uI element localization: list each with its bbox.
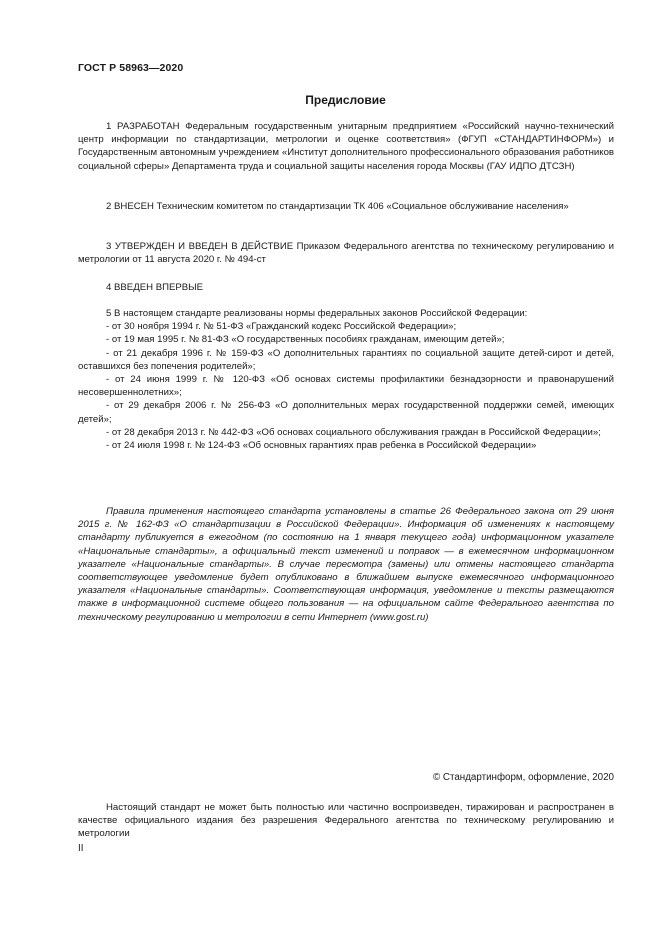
page-title: Предисловие <box>305 93 386 107</box>
section-4-first-introduced: 4 ВВЕДЕН ВПЕРВЫЕ <box>106 282 204 293</box>
law-list-item: - от 21 декабря 1996 г. № 159-ФЗ «О дополнительных гарантиях по социальной защите детей-сирот и детей, оставшихся без попечения родителей»; <box>78 347 614 372</box>
section-5-laws <box>78 307 614 452</box>
section-3-approved: 3 УТВЕРЖДЕН И ВВЕДЕН В ДЕЙСТВИЕ Приказом Федерального агентства по техническому регулированию и метрологии от 11 августа 2020 г. № 494-ст <box>78 241 614 266</box>
law-list-item: - от 30 ноября 1994 г. № 51-ФЗ «Гражданский кодекс Российской Федерации»; <box>106 321 457 333</box>
law-list-item: - от 28 декабря 2013 г. № 442-ФЗ «Об основах социального обслуживания граждан в Российской Федерации»; <box>106 426 601 438</box>
page-number: II <box>78 843 84 854</box>
reproduction-notice: Настоящий стандарт не может быть полностью или частично воспроизведен, тиражирован и распространен в качестве официального издания без разрешения Федерального агентства по техническому регулированию и метрологии <box>78 802 614 840</box>
standard-code: ГОСТ Р 58963—2020 <box>78 62 184 74</box>
law-list-item: - от 29 декабря 2006 г. № 256-ФЗ «О дополнительных мерах государственной поддержки семей, имеющих детей»; <box>78 400 614 425</box>
application-rules-notice: Правила применения настоящего стандарта установлены в статье 26 Федерального закона от 29 июня 2015 г. № 162-ФЗ «О стандартизации в Российской Федерации». Информация об изменениях к настоящему стандарту публикуется в ежегодном (по состоянию на 1 января текущего года) информационном указателе «Национальные стандарты», а официальный текст изменений и поправок — в ежемесячном информационном указателе «Национальные стандарты». В случае пересмотра (замены) или отмены настоящего стандарта соответствующее уведомление будет опубликовано в ближайшем выпуске ежемесячного информационного указателя «Национальные стандарты». Соответствующая информация, уведомление и тексты размещаются также в информационной системе общего пользования — на официальном сайте Федерального агентства по техническому регулированию и метрологии в сети Интернет (www.gost.ru) <box>78 506 614 623</box>
copyright-line: © Стандартинформ, оформление, 2020 <box>432 772 614 783</box>
law-list-item: - от 19 мая 1995 г. № 81-ФЗ «О государственных пособиях гражданам, имеющим детей»; <box>106 334 505 346</box>
law-list-item: - от 24 июля 1998 г. № 124-ФЗ «Об основных гарантиях прав ребенка в Российской Федерации» <box>106 440 537 452</box>
section-2-submitted: 2 ВНЕСЕН Техническим комитетом по стандартизации ТК 406 «Социальное обслуживание населения» <box>106 201 569 212</box>
section-1-developed: 1 РАЗРАБОТАН Федеральным государственным унитарным предприятием «Российский научно-технический центр информации по стандартизации, метрологии и оценке соответствия» (ФГУП «СТАНДАРТИНФОРМ») и Государственным автономным учреждением «Институт дополнительного профессионального образования работников социальной сферы» Департамента труда и социальной защиты населения города Москвы (ГАУ ИДПО ДТСЗН) <box>78 121 614 172</box>
section-5-intro: 5 В настоящем стандарте реализованы нормы федеральных законов Российской Федерации: <box>106 308 528 319</box>
law-list-item: - от 24 июня 1999 г. № 120-ФЗ «Об основах системы профилактики безнадзорности и правонарушений несовершеннолетних»; <box>78 374 614 399</box>
